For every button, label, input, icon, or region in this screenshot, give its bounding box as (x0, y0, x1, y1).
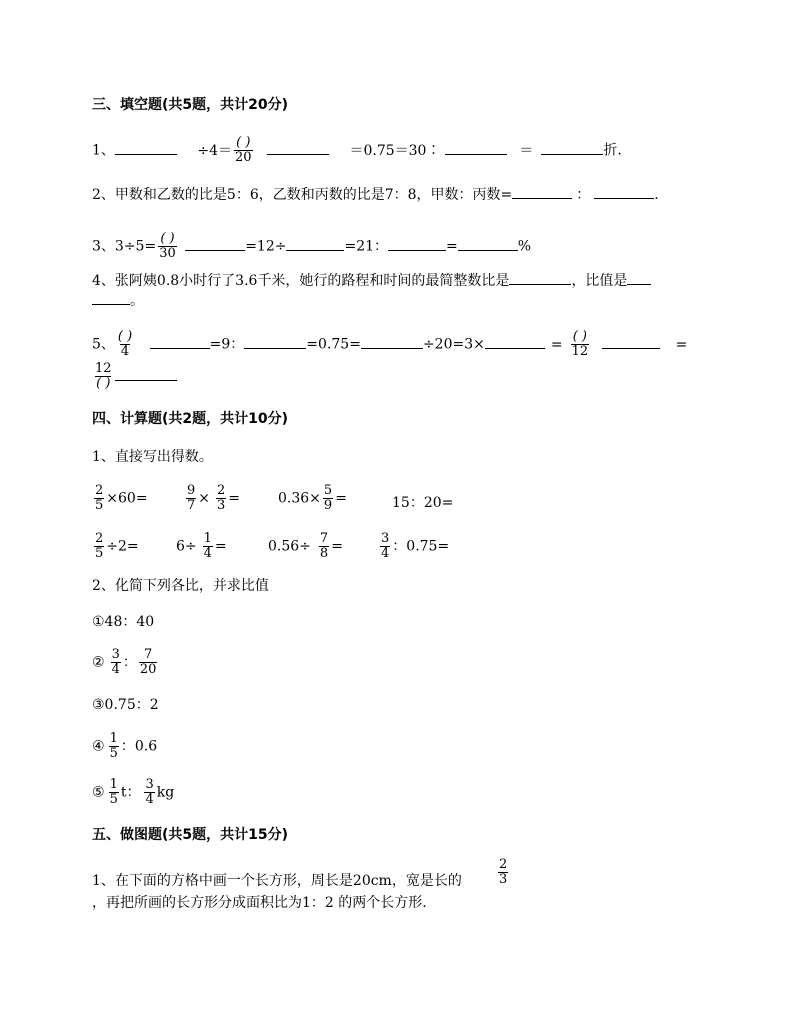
q-number: 5、 (92, 336, 115, 353)
answer-blank[interactable] (115, 366, 177, 381)
text: 1、在下面的方格中画一个长方形，周长是20cm，宽是长的 (92, 873, 462, 889)
text: kg (156, 784, 175, 801)
answer-blank[interactable] (509, 270, 571, 285)
fraction: $\frac{7}{20}$ (139, 647, 157, 677)
answer-blank[interactable] (594, 184, 654, 199)
fraction: $\frac{12}{( )}$ (95, 361, 112, 391)
text: = (335, 490, 347, 507)
text: ＝ (519, 142, 534, 159)
text: % (517, 238, 532, 255)
text: 4、张阿姨0.8小时行了3.6千米，她行的路程和时间的最简整数比是 (92, 273, 510, 289)
question-3-3 (92, 232, 531, 261)
calc-item: 15：20= (392, 495, 454, 511)
text: = (228, 490, 241, 507)
text: =9： (209, 336, 245, 353)
text: =0.75= (306, 336, 361, 353)
fraction: $\frac{5}{9}$ (323, 483, 333, 513)
calc-item (92, 484, 148, 513)
text: ＝0.75＝30∶ (349, 142, 441, 159)
fraction: $\frac{3}{4}$ (381, 531, 390, 561)
fraction: $\frac{2}{3}$ (499, 857, 508, 887)
answer-blank[interactable] (458, 236, 518, 251)
text: ：0.6 (120, 738, 158, 755)
question-3-5-line2 (92, 362, 177, 391)
question-3-2 (92, 184, 659, 204)
text: ÷4＝ (197, 142, 233, 159)
q-number: 1、 (92, 142, 115, 159)
answer-blank[interactable] (361, 334, 423, 349)
answer-blank[interactable] (150, 334, 210, 349)
text: =12÷ (245, 238, 287, 255)
q-text: 2、甲数和乙数的比是5：6，乙数和丙数的比是7：8，甲数：丙数= (92, 187, 513, 203)
calc-item (378, 532, 449, 561)
section-3-heading: 三、填空题(共5题，共计20分) (92, 97, 289, 113)
answer-blank[interactable] (602, 334, 660, 349)
calc-item (278, 484, 347, 513)
fraction: $\frac{1}{4}$ (203, 531, 212, 561)
answer-blank[interactable] (445, 140, 507, 155)
text: ② (92, 654, 105, 671)
fraction: $\frac{2}{5}$ (95, 531, 104, 561)
text: = (214, 538, 227, 555)
fraction: $\frac{( )}{20}$ (235, 135, 252, 165)
ratio-item-5 (92, 778, 174, 807)
text: 0.36× (278, 490, 321, 507)
question-3-4-line2 (92, 290, 144, 310)
text: 。 (130, 293, 144, 309)
text: 6÷ (176, 538, 197, 555)
text: ，比值是 (571, 273, 628, 289)
ratio-item-1: ①48：40 (92, 614, 155, 630)
answer-blank[interactable] (286, 236, 344, 251)
fraction: $\frac{1}{5}$ (109, 731, 118, 761)
answer-blank[interactable] (541, 140, 603, 155)
fraction: $\frac{2}{3}$ (217, 483, 226, 513)
question-3-5 (92, 330, 687, 359)
answer-blank[interactable] (92, 290, 130, 305)
fraction: $\frac{7}{8}$ (319, 531, 329, 561)
question-5-1-line1 (92, 872, 462, 890)
text: ： (576, 187, 591, 203)
answer-blank[interactable] (115, 140, 177, 155)
text: . (654, 187, 659, 203)
text: = (446, 238, 458, 255)
section-5-heading: 五、做图题(共5题，共计15分) (92, 827, 289, 843)
text: 折. (603, 142, 622, 159)
answer-blank[interactable] (267, 140, 329, 155)
text: ④ (92, 738, 105, 755)
answer-blank[interactable] (627, 270, 651, 285)
text: t： (120, 784, 141, 801)
text: = (675, 336, 688, 353)
question-5-1-fraction (496, 858, 510, 887)
calc-item (92, 532, 139, 561)
fraction: $\frac{1}{5}$ (109, 777, 118, 807)
text: = (331, 538, 343, 555)
fraction: $\frac{( )}{12}$ (571, 329, 589, 359)
text: =21： (344, 238, 389, 255)
answer-blank[interactable] (244, 334, 306, 349)
text: ÷20=3× (422, 336, 485, 353)
ratio-item-2 (92, 648, 159, 677)
fraction: $\frac{2}{5}$ (95, 483, 104, 513)
answer-blank[interactable] (485, 334, 545, 349)
fraction: $\frac{( )}{4}$ (117, 329, 133, 359)
answer-blank[interactable] (388, 236, 446, 251)
calc-item (184, 484, 240, 513)
fraction: $\frac{3}{4}$ (111, 647, 120, 677)
question-5-1-line2: ，再把所画的长方形分成面积比为1：2 的两个长方形. (92, 895, 427, 911)
fraction: $\frac{9}{7}$ (187, 483, 196, 513)
text: ÷2= (106, 538, 139, 555)
section-4-heading: 四、计算题(共2题，共计10分) (92, 411, 289, 427)
text: ×60= (106, 490, 148, 507)
text: ：0.75= (392, 538, 450, 555)
fraction: $\frac{3}{4}$ (145, 777, 154, 807)
text: = (550, 336, 563, 353)
ratio-item-4 (92, 732, 157, 761)
answer-blank[interactable] (185, 236, 245, 251)
calc-item (176, 532, 227, 561)
ratio-item-3: ③0.75：2 (92, 697, 159, 713)
question-4-1: 1、直接写出得数。 (92, 449, 213, 465)
text: 3、3÷5= (92, 238, 157, 255)
text: 0.56÷ (268, 538, 311, 555)
question-3-1 (92, 136, 622, 165)
fraction: $\frac{( )}{30}$ (159, 231, 176, 261)
text: ： (122, 654, 137, 671)
text: × (198, 490, 211, 507)
question-3-4-line1 (92, 270, 651, 290)
question-4-2: 2、化简下列各比，并求比值 (92, 578, 269, 594)
text: ⑤ (92, 784, 105, 801)
calc-item (268, 532, 343, 561)
answer-blank[interactable] (512, 184, 572, 199)
